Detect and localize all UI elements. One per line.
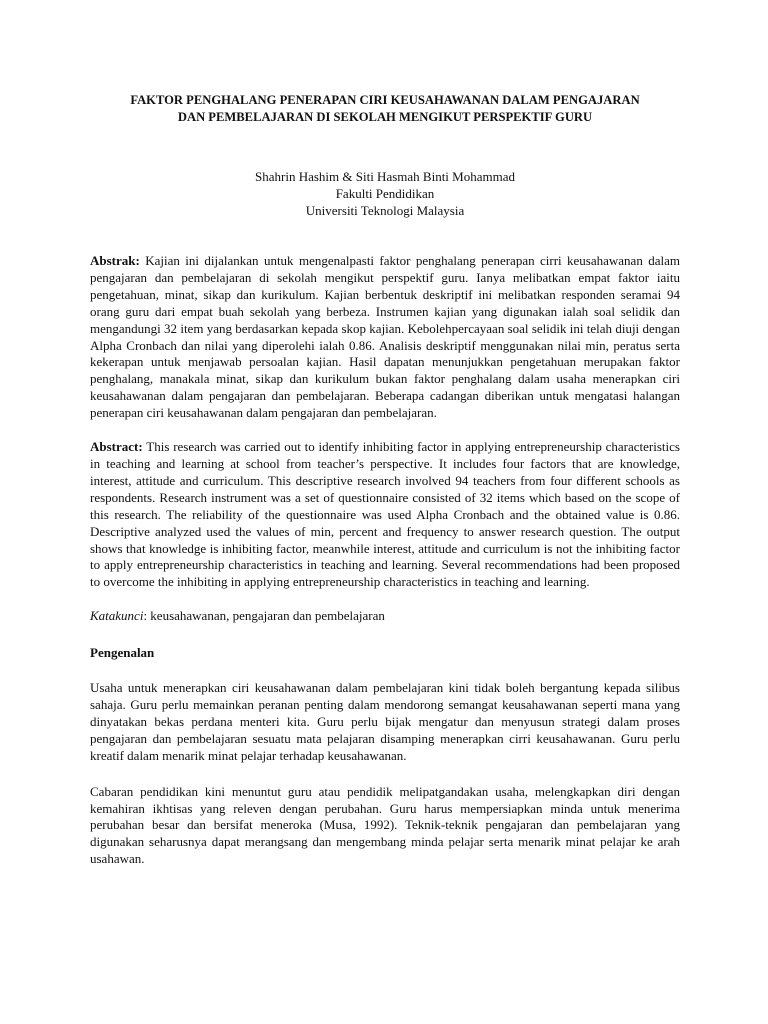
keywords-text: : keusahawanan, pengajaran dan pembelajaran: [143, 608, 385, 624]
author-names: Shahrin Hashim & Siti Hasmah Binti Mohammad: [255, 169, 515, 184]
abstract-paragraph: [90, 439, 680, 591]
abstrak-label: Abstrak:: [90, 253, 140, 268]
section-heading: Pengenalan: [90, 645, 155, 661]
author-faculty: Fakulti Pendidikan: [335, 186, 435, 201]
paper-page: [90, 92, 680, 868]
abstract-label: Abstract:: [90, 439, 143, 455]
abstrak-paragraph: [90, 253, 680, 422]
author-block: [90, 168, 680, 219]
abstrak-text: Kajian ini dijalankan untuk mengenalpasti faktor penghalang penerapan cirri keusahawanan dalam pengajaran dan pembelajaran di sekolah mengikut perspektif guru. Ianya melibatkan empat faktor iaitu pengetahuan, minat, sikap dan kurikulum. Kajian berbentuk deskriptif ini melibatkan responden seramai 94 orang guru dari empat buah sekolah yang berbeza. Instrumen kajian yang digunakan ialah soal selidik dan mengandungi 32 item yang berdasarkan kepada skop kajian. Kebolehpercayaan soal selidik ini telah diuji dengan Alpha Cronbach dan nilai yang diperolehi ialah 0.86. Analisis deskriptif menggunakan nilai min, peratus serta kekerapan untuk menjawab persoalan kajian. Hasil dapatan menunjukkan pengetahuan merupakan faktor penghalang, manakala minat, sikap dan kurikulum bukan faktor penghalang dalam usaha menerapkan ciri keusahawanan dalam pengajaran dan pembelajaran. Beberapa cadangan diberikan untuk mengatasi halangan penerapan ciri keusahawanan dalam pengajaran dan pembelajaran.: [90, 253, 680, 421]
keywords-label: Katakunci: [90, 608, 144, 624]
title-line-1: FAKTOR PENGHALANG PENERAPAN CIRI KEUSAHAWANAN DALAM PENGAJARAN: [130, 93, 640, 107]
intro-paragraph-2: Cabaran pendidikan kini menuntut guru atau pendidik melipatgandakan usaha, melengkapkan diri dengan kemahiran ikhtisas yang releven dengan perubahan. Guru harus mempersiapkan minda untuk menerima perubahan besar dan bersifat meneroka (Musa, 1992). Teknik-teknik pengajaran dan pembelajaran yang digunakan seharusnya dapat merangsang dan mengembang minda pelajar serta menarik minat pelajar ke arah usahawan.: [90, 783, 680, 867]
title-line-2: DAN PEMBELAJARAN DI SEKOLAH MENGIKUT PERSPEKTIF GURU: [177, 110, 593, 124]
paper-title: [90, 92, 680, 126]
author-university: Universiti Teknologi Malaysia: [305, 203, 465, 218]
keywords-line: [90, 608, 680, 625]
abstract-text: This research was carried out to identify inhibiting factor in applying entrepreneurship characteristics in teaching and learning at school from teacher’s perspective. It includes four factors that are knowledge, interest, attitude and curriculum. This descriptive research involved 94 teachers from four different schools as respondents. Research instrument was a set of questionnaire consisted of 32 items which based on the scope of this research. The reliability of the questionnaire was used Alpha Cronbach and the obtained value is 0.86. Descriptive analyzed used the values of min, percent and frequency to answer research question. The output shows that knowledge is inhibiting factor, meanwhile interest, attitude and curriculum is not the inhibiting factor to apply entrepreneurship characteristics in teaching and learning. Several recommendations had been proposed to overcome the inhibiting in applying entrepreneurship characteristics in teaching and learning.: [90, 439, 680, 590]
intro-paragraph-1: Usaha untuk menerapkan ciri keusahawanan dalam pembelajaran kini tidak boleh bergantung kepada silibus sahaja. Guru perlu memainkan peranan penting dalam mendorong semangat keusahawanan seperti mana yang dinyatakan bekas perdana menteri kita. Guru perlu bijak mengatur dan menyusun strategi dalam proses pengajaran dan pembelajaran sesuatu mata pelajaran disamping menerapkan cirri keusahawanan. Guru perlu kreatif dalam menarik minat pelajar terhadap keusahawanan.: [90, 680, 680, 763]
